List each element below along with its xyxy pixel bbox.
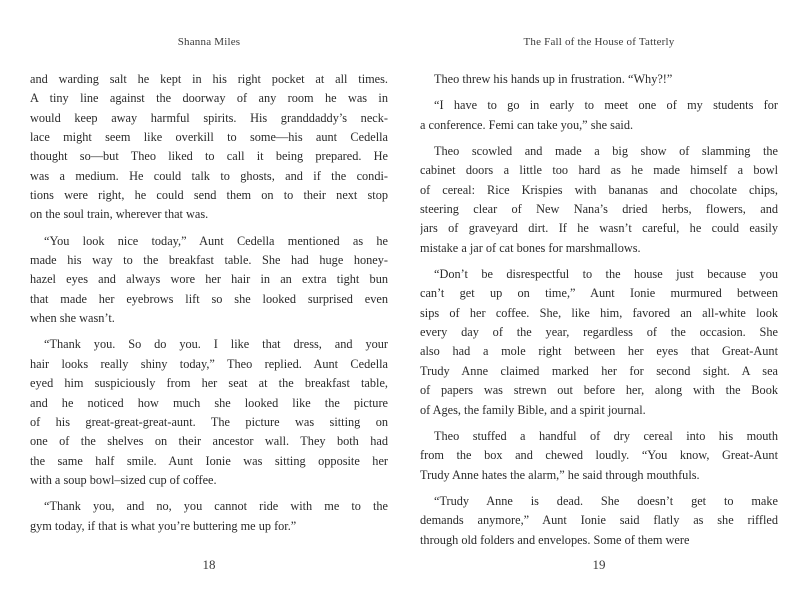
text-line: Theo threw his hands up in frustration. “Why?!” — [434, 72, 673, 86]
paragraph — [30, 70, 388, 225]
text-line: “Thank you, and no, you cannot ride with me to the — [44, 499, 388, 514]
text-line: gym today, if that is what you’re buttering me up for.” — [30, 518, 297, 533]
left-page-number: 18 — [202, 557, 216, 572]
text-line: one of the shelves on their ancestor wall. They both had — [30, 434, 388, 449]
paragraph — [420, 142, 778, 258]
paragraph-gap — [420, 135, 778, 142]
text-line: would keep away harmful spirits. His granddaddy’s neck- — [30, 110, 388, 125]
text-line: of Ages, the family Bible, and a spirit journal. — [420, 402, 646, 417]
text-line: Theo stuffed a handful of dry cereal into his mouth — [434, 428, 778, 443]
right-running-head: The Fall of the House of Tatterly — [523, 36, 675, 48]
text-line: from the box and chewed loudly. “You know, Great-Aunt — [420, 448, 778, 463]
text-line: on the soul train, wherever that was. — [30, 207, 209, 222]
paragraph-gap — [30, 225, 388, 232]
paragraph — [420, 427, 778, 485]
text-line: tions were right, he could send them on to their next stop — [30, 188, 388, 203]
paragraph — [30, 497, 388, 536]
paragraph — [30, 232, 388, 329]
text-line: “I have to go in early to meet one of my students for — [434, 98, 778, 113]
text-line: made his way to the breakfast table. She had huge honey- — [30, 253, 388, 268]
paragraph — [420, 70, 778, 89]
text-line: sips of her coffee. She, like him, favored an all-white look — [420, 305, 778, 320]
text-line: eyed him suspiciously from her seat at the breakfast table, — [30, 376, 388, 391]
text-line: “You look nice today,” Aunt Cedella mentioned as he — [44, 233, 388, 248]
text-line: of cereal: Rice Krispies with bananas and chocolate chips, — [420, 182, 778, 197]
paragraph-gap — [30, 328, 388, 335]
text-line: demands anymore,” Aunt Ionie said flatly as she riffled — [420, 513, 778, 528]
text-line: lace might seem like overkill to some—his aunt Cedella — [30, 130, 388, 145]
text-line: hazel eyes and always wore her hair in an extra tight bun — [30, 272, 388, 287]
text-line: A tiny line against the doorway of any room he was in — [30, 91, 388, 106]
text-line: “Thank you. So do you. I like that dress, and your — [44, 337, 388, 352]
text-line: “Trudy Anne is dead. She doesn’t get to make — [434, 493, 778, 508]
text-line: cabinet doors a little too hard as he made himself a bowl — [420, 163, 778, 178]
paragraph — [420, 265, 778, 420]
left-body-text — [30, 70, 388, 536]
text-line: of his great-great-great-aunt. The picture was sitting on — [30, 414, 388, 429]
paragraph-gap — [420, 420, 778, 427]
text-line: hair looks really shiny today,” Theo replied. Aunt Cedella — [30, 356, 388, 371]
left-running-head: Shanna Miles — [177, 36, 241, 48]
text-line: also had a mole right between her eyes that Great-Aunt — [420, 344, 778, 359]
right-page — [420, 0, 778, 608]
text-line: of papers was strewn out before her, along with the Book — [420, 383, 778, 398]
paragraph-gap — [420, 485, 778, 492]
paragraph-gap — [30, 490, 388, 497]
text-line: and warding salt he kept in his right pocket at all times. — [30, 72, 388, 86]
right-page-number: 19 — [592, 557, 606, 572]
text-line: jars of graveyard dirt. If he wasn’t careful, he could easily — [420, 221, 778, 236]
text-line: thought so—but Theo liked to call it being prepared. He — [30, 149, 388, 164]
text-line: the same half smile. Aunt Ionie was sitting opposite her — [30, 453, 388, 468]
paragraph — [420, 492, 778, 550]
text-line: through old folders and envelopes. Some of them were — [420, 532, 690, 547]
paragraph — [30, 335, 388, 490]
right-body-text — [420, 70, 778, 550]
text-line: was a medium. He could talk to ghosts, and if the condi- — [30, 168, 388, 183]
left-page — [30, 0, 388, 608]
text-line: a conference. Femi can take you,” she said. — [420, 117, 634, 132]
paragraph-gap — [420, 258, 778, 265]
text-line: every day of the year, regardless of the occasion. She — [420, 325, 778, 340]
text-line: that made her eyebrows lift so she looked surprised even — [30, 291, 388, 306]
text-line: can’t get up on time,” Aunt Ionie murmured between — [420, 286, 778, 301]
text-line: mistake a jar of cat bones for marshmallows. — [420, 240, 641, 255]
text-line: Theo scowled and made a big show of slamming the — [434, 144, 778, 159]
text-line: steering clear of New Nana’s dried herbs, flowers, and — [420, 202, 778, 217]
paragraph — [420, 96, 778, 135]
text-line: Trudy Anne claimed marked her for second sight. A sea — [420, 363, 778, 378]
text-line: Trudy Anne hates the alarm,” he said through mouthfuls. — [420, 467, 700, 482]
text-line: and he noticed how much she looked like the picture — [30, 395, 388, 410]
paragraph-gap — [420, 89, 778, 96]
text-line: “Don’t be disrespectful to the house just because you — [434, 267, 778, 282]
text-line: when she wasn’t. — [30, 311, 115, 326]
text-line: with a soup bowl–sized cup of coffee. — [30, 472, 217, 487]
